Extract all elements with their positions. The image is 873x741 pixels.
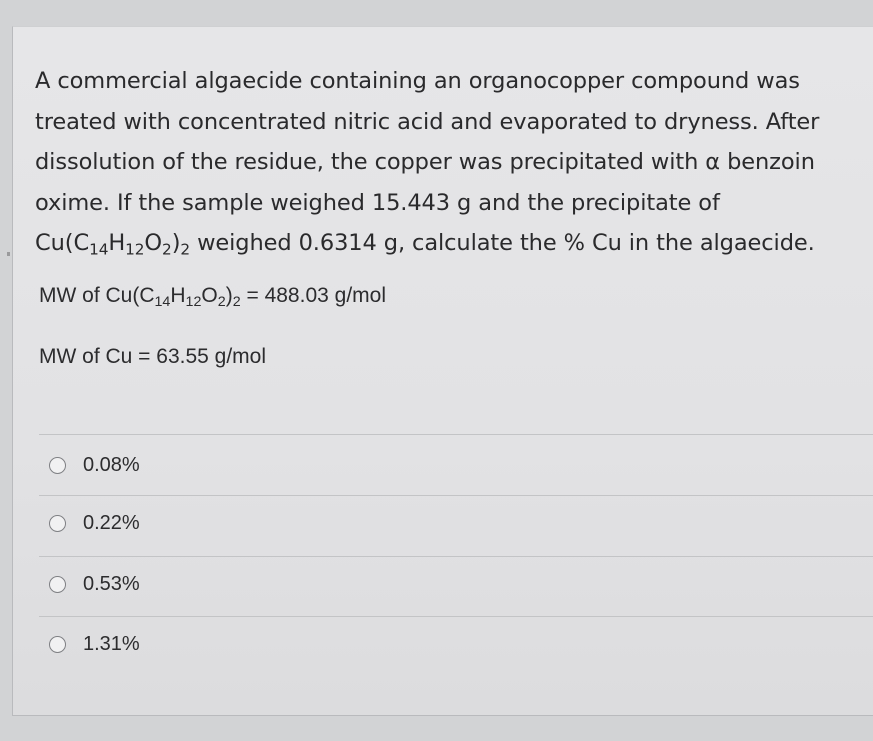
mw-compound-text [39,284,386,308]
mw-compound-prefix: MW of Cu(C [39,284,155,307]
answer-option-2[interactable] [49,512,140,535]
formula-subscript: 2 [180,240,191,259]
formula-subscript: 12 [125,240,145,259]
margin-mark [7,252,10,256]
radio-button[interactable] [49,576,66,593]
divider [39,495,873,496]
question-line-5-suffix: weighed 0.6314 g, calculate the % Cu in the algaecide. [190,230,815,256]
divider [39,434,873,435]
divider [39,556,873,557]
answer-option-3[interactable] [49,573,140,596]
formula-subscript: 2 [232,293,241,310]
question-text [35,61,855,264]
formula-element: H [108,230,126,256]
answer-option-4[interactable] [49,633,140,656]
formula-paren: ) [171,230,181,256]
radio-button[interactable] [49,636,66,653]
formula-subscript: 2 [217,293,226,310]
question-card [12,26,873,716]
formula-subscript: 12 [185,293,202,310]
answer-option-label: 0.53% [83,573,140,595]
answer-option-label: 0.08% [83,454,140,476]
answer-option-1[interactable] [49,454,140,477]
formula-element: H [170,284,186,307]
formula-prefix: Cu(C [35,230,90,256]
question-line-1: A commercial algaecide containing an organocopper compound was [35,68,800,94]
question-line-5 [35,223,855,264]
radio-button[interactable] [49,515,66,532]
question-line-2: treated with concentrated nitric acid and evaporated to dryness. After [35,108,820,135]
mw-compound-suffix: = 488.03 g/mol [240,284,386,307]
formula-paren: ) [225,284,233,307]
mw-cu-text: MW of Cu = 63.55 g/mol [39,345,267,368]
answer-option-label: 0.22% [83,512,140,534]
formula-element: O [201,284,218,307]
formula-subscript: 14 [89,240,109,259]
formula-subscript: 14 [154,293,171,310]
question-line-4: oxime. If the sample weighed 15.443 g and the precipitate of [35,189,720,216]
question-line-3: dissolution of the residue, the copper was precipitated with α benzoin [35,149,815,175]
formula-element: O [144,230,163,256]
answer-option-label: 1.31% [83,633,140,655]
divider [39,616,873,617]
radio-button[interactable] [49,457,66,474]
formula-subscript: 2 [162,240,172,259]
